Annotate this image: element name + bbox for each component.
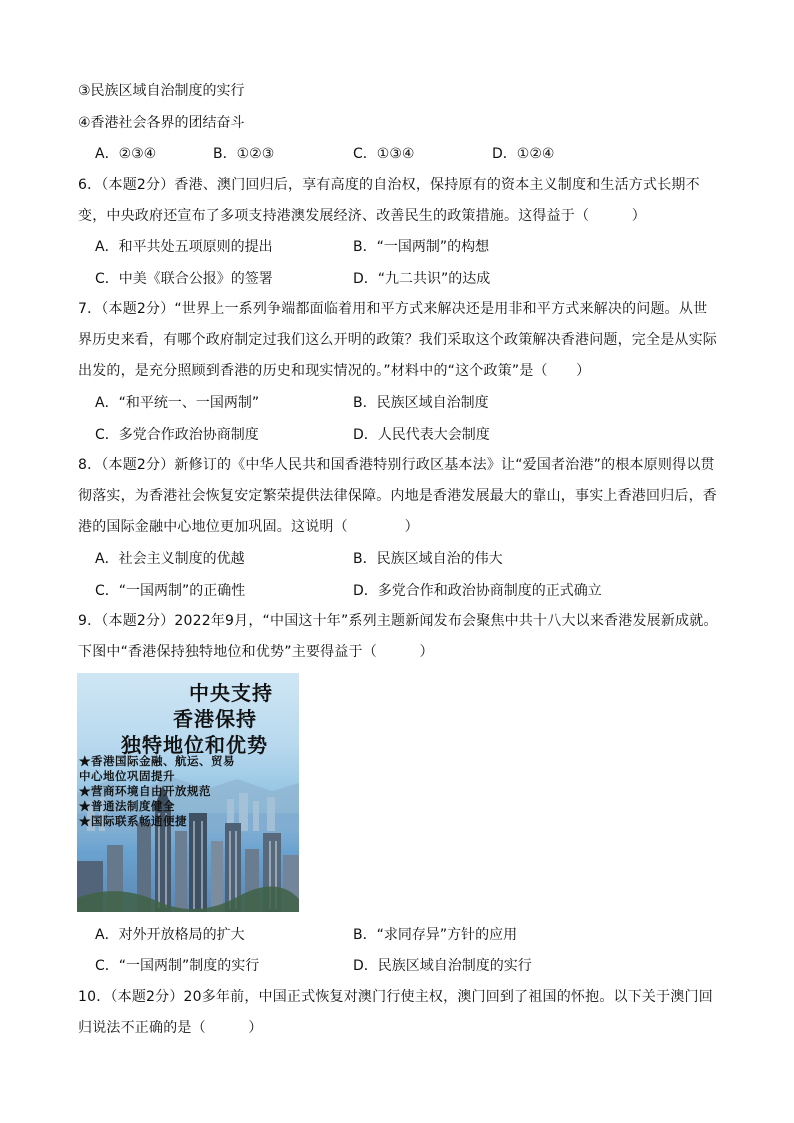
item-4: ④香港社会各界的团结奋斗 (78, 115, 245, 131)
q9-option-c[interactable]: C．“一国两制”制度的实行 (95, 958, 260, 974)
poster-bullet-4: ★国际联系畅通便捷 (79, 814, 187, 828)
q6-option-a[interactable]: A．和平共处五项原则的提出 (95, 239, 273, 255)
q8-stem: 8．（本题2分）新修订的《中华人民共和国香港特别行政区基本法》让“爱国者治港”的根本原则得以贯彻落实，为香港社会恢复安定繁荣提供法律保障。内地是香港发展最大的靠山，事实上香港回归后，香港的国际金融中心地位更加巩固。这说明（ ） (78, 457, 717, 535)
poster-title-line-1: 中央支持 (189, 681, 273, 705)
q5-option-b[interactable]: B．①②③ (213, 146, 275, 162)
item-3: ③民族区域自治制度的实行 (78, 83, 245, 99)
q9-stem: 9．（本题2分）2022年9月，“中国这十年”系列主题新闻发布会聚焦中共十八大以来香港发展新成就。下图中“香港保持独特地位和优势”主要得益于（ ） (78, 613, 718, 660)
q6-option-b[interactable]: B．“一国两制”的构想 (353, 239, 490, 255)
q7-option-d[interactable]: D．人民代表大会制度 (353, 427, 490, 443)
q5-option-d[interactable]: D．①②④ (492, 146, 555, 162)
q7-option-b[interactable]: B．民族区域自治制度 (353, 395, 489, 411)
q6-option-c[interactable]: C．中美《联合公报》的签署 (95, 271, 273, 287)
q7-option-c[interactable]: C．多党合作政治协商制度 (95, 427, 259, 443)
q10-stem: 10．（本题2分）20多年前，中国正式恢复对澳门行使主权，澳门回到了祖国的怀抱。以下关于澳门回归说法不正确的是（ ） (78, 989, 713, 1036)
q9-option-d[interactable]: D．民族区域自治制度的实行 (353, 958, 532, 974)
hongkong-poster-image (77, 673, 299, 912)
q9-option-a[interactable]: A．对外开放格局的扩大 (95, 927, 245, 943)
poster-bullet-3: ★普通法制度健全 (79, 799, 175, 813)
poster-bullet-2: ★营商环境自由开放规范 (79, 784, 211, 798)
q9-option-b[interactable]: B．“求同存异”方针的应用 (353, 927, 518, 943)
q6-option-d[interactable]: D．“九二共识”的达成 (353, 271, 491, 287)
q6-stem: 6．（本题2分）香港、澳门回归后，享有高度的自治权，保持原有的资本主义制度和生活方式长期不变，中央政府还宣布了多项支持港澳发展经济、改善民生的政策措施。这得益于（ ） (78, 177, 700, 224)
q8-option-a[interactable]: A．社会主义制度的优越 (95, 551, 245, 567)
q7-stem: 7．（本题2分）“世界上一系列争端都面临着用和平方式来解决还是用非和平方式来解决的问题。从世界历史来看，有哪个政府制定过我们这么开明的政策？我们采取这个政策解决香港问题，完全是从实际出发的，是充分照顾到香港的历史和现实情况的。”材料中的“这个政策”是（ ） (78, 301, 717, 379)
q8-option-b[interactable]: B．民族区域自治的伟大 (353, 551, 503, 567)
q8-option-d[interactable]: D．多党合作和政治协商制度的正式确立 (353, 583, 602, 599)
q5-option-c[interactable]: C．①③④ (353, 146, 415, 162)
q5-option-a[interactable]: A．②③④ (95, 146, 157, 162)
poster-title-line-2: 香港保持 (173, 707, 257, 731)
q8-option-c[interactable]: C．“一国两制”的正确性 (95, 583, 246, 599)
q7-option-a[interactable]: A．“和平统一、一国两制” (95, 395, 260, 411)
poster-bullet-1-cont: 中心地位巩固提升 (79, 769, 175, 783)
poster-bullet-1: ★香港国际金融、航运、贸易 (79, 754, 235, 768)
poster-title-line-3: 独特地位和优势 (121, 733, 268, 757)
